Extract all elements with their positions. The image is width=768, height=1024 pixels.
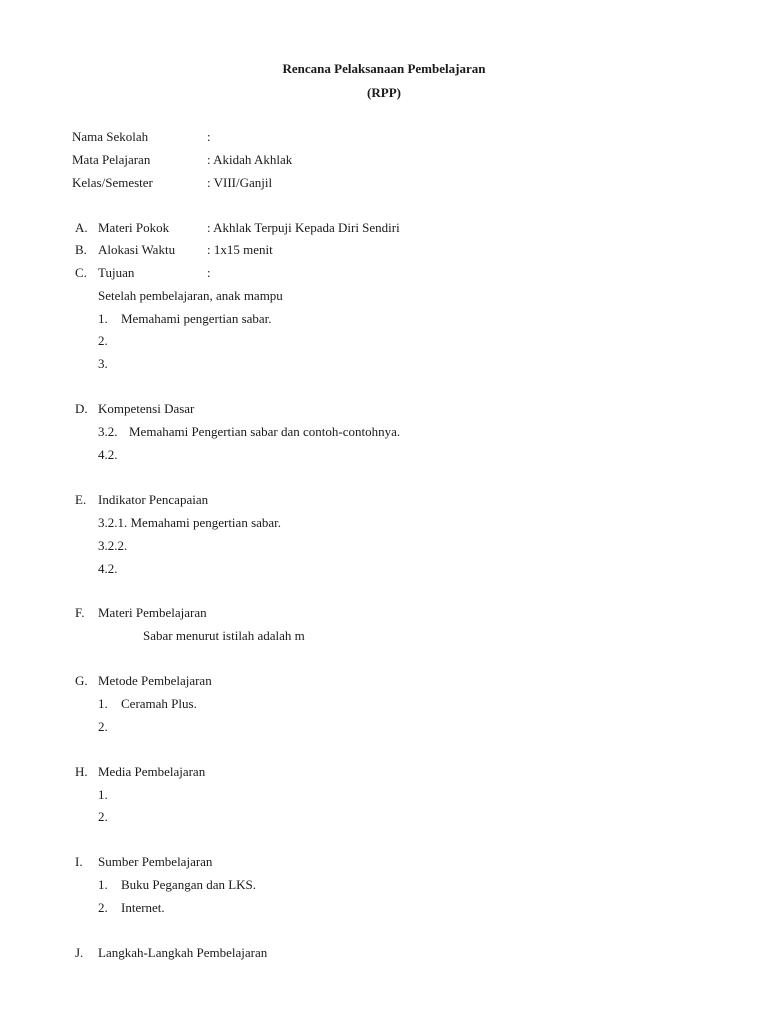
section-letter: F. [75, 605, 85, 620]
section-letter: E. [75, 492, 87, 507]
identity-label: Nama Sekolah [72, 129, 149, 144]
section-label: Metode Pembelajaran [98, 673, 212, 688]
section-letter: H. [75, 764, 88, 779]
section-letter: I. [75, 854, 83, 869]
section-letter: D. [75, 401, 88, 416]
list-number: 2. [98, 719, 108, 734]
list-text: 4.2. [98, 561, 118, 576]
body-text: Sabar menurut istilah adalah m [143, 628, 305, 643]
list-text: Memahami pengertian sabar. [121, 311, 272, 326]
section-label: Materi Pembelajaran [98, 605, 207, 620]
list-text: Internet. [121, 900, 165, 915]
identity-label: Kelas/Semester [72, 175, 153, 190]
identity-value: : VIII/Ganjil [207, 175, 273, 190]
section-value: : [207, 265, 211, 280]
section-letter: B. [75, 242, 87, 257]
section-label: Sumber Pembelajaran [98, 854, 213, 869]
list-text: Buku Pegangan dan LKS. [121, 877, 257, 892]
identity-value: : Akidah Akhlak [207, 152, 293, 167]
list-number: 2. [98, 900, 108, 915]
section-label: Media Pembelajaran [98, 764, 206, 779]
list-text: Ceramah Plus. [121, 696, 197, 711]
section-letter: J. [75, 945, 84, 960]
list-number: 3.2. [98, 424, 118, 439]
list-number: 2. [98, 333, 108, 348]
section-label: Langkah-Langkah Pembelajaran [98, 945, 268, 960]
section-letter: A. [75, 220, 88, 235]
section-value: : 1x15 menit [207, 242, 273, 257]
section-value: : Akhlak Terpuji Kepada Diri Sendiri [207, 220, 400, 235]
list-text: 3.2.2. [98, 538, 128, 553]
list-text: Memahami Pengertian sabar dan contoh-contohnya. [129, 424, 401, 439]
section-label: Indikator Pencapaian [98, 492, 209, 507]
list-text: 3.2.1. Memahami pengertian sabar. [98, 515, 282, 530]
section-label: Alokasi Waktu [98, 242, 176, 257]
list-number: 2. [98, 809, 108, 824]
document-title: Rencana Pelaksanaan Pembelajaran [282, 61, 486, 76]
section-label: Tujuan [98, 265, 135, 280]
intro-text: Setelah pembelajaran, anak mampu [98, 288, 283, 303]
identity-value: : [207, 129, 211, 144]
section-label: Kompetensi Dasar [98, 401, 195, 416]
list-number: 1. [98, 877, 108, 892]
document-subtitle: (RPP) [367, 85, 401, 100]
identity-label: Mata Pelajaran [72, 152, 151, 167]
section-letter: C. [75, 265, 87, 280]
list-number: 4.2. [98, 447, 118, 462]
list-number: 1. [98, 696, 108, 711]
section-letter: G. [75, 673, 88, 688]
list-number: 1. [98, 787, 108, 802]
section-label: Materi Pokok [98, 220, 170, 235]
list-number: 3. [98, 356, 108, 371]
list-number: 1. [98, 311, 108, 326]
